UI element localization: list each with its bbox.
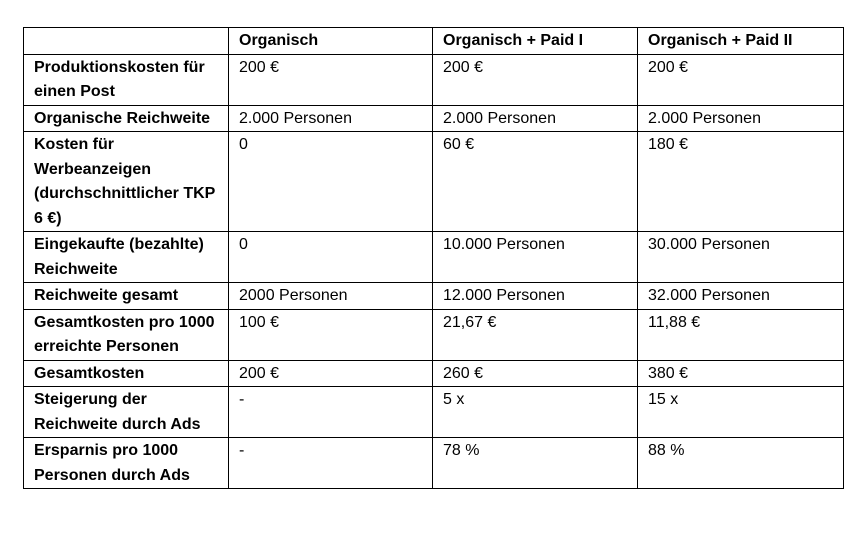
row-label: Reichweite gesamt bbox=[24, 283, 229, 310]
table-cell: 60 € bbox=[433, 132, 638, 232]
table-cell: 30.000 Personen bbox=[638, 232, 844, 283]
table-row bbox=[24, 360, 844, 387]
table-cell: 15 x bbox=[638, 387, 844, 438]
table-cell: 2.000 Personen bbox=[638, 105, 844, 132]
table-cell: 380 € bbox=[638, 360, 844, 387]
table-row bbox=[24, 132, 844, 232]
table-cell: 12.000 Personen bbox=[433, 283, 638, 310]
table-cell: - bbox=[229, 438, 433, 489]
table-cell: 5 x bbox=[433, 387, 638, 438]
header-cell-paid-2: Organisch + Paid II bbox=[638, 28, 844, 55]
table-cell: 0 bbox=[229, 232, 433, 283]
table-row bbox=[24, 232, 844, 283]
row-label: Ersparnis pro 1000 Personen durch Ads bbox=[24, 438, 229, 489]
header-cell-paid-1: Organisch + Paid I bbox=[433, 28, 638, 55]
row-label: Steigerung der Reichweite durch Ads bbox=[24, 387, 229, 438]
table-cell: 200 € bbox=[433, 54, 638, 105]
table-cell: 2000 Personen bbox=[229, 283, 433, 310]
table-cell: 11,88 € bbox=[638, 309, 844, 360]
table-cell: 2.000 Personen bbox=[433, 105, 638, 132]
table-row bbox=[24, 54, 844, 105]
table-cell: 200 € bbox=[229, 54, 433, 105]
table-cell: 200 € bbox=[229, 360, 433, 387]
table-row bbox=[24, 438, 844, 489]
table-cell: 200 € bbox=[638, 54, 844, 105]
comparison-table bbox=[23, 27, 844, 489]
header-cell-empty bbox=[24, 28, 229, 55]
table-row bbox=[24, 309, 844, 360]
row-label: Gesamtkosten bbox=[24, 360, 229, 387]
table-row bbox=[24, 105, 844, 132]
row-label: Gesamtkosten pro 1000 erreichte Personen bbox=[24, 309, 229, 360]
table-row bbox=[24, 387, 844, 438]
table-cell: 100 € bbox=[229, 309, 433, 360]
row-label: Kosten für Werbeanzeigen (durchschnittlicher TKP 6 €) bbox=[24, 132, 229, 232]
table-cell: 180 € bbox=[638, 132, 844, 232]
row-label: Eingekaufte (bezahlte) Reichweite bbox=[24, 232, 229, 283]
table-cell: 0 bbox=[229, 132, 433, 232]
header-cell-organisch: Organisch bbox=[229, 28, 433, 55]
table-cell: 88 % bbox=[638, 438, 844, 489]
table-cell: 78 % bbox=[433, 438, 638, 489]
table-cell: 32.000 Personen bbox=[638, 283, 844, 310]
row-label: Produktionskosten für einen Post bbox=[24, 54, 229, 105]
table-cell: - bbox=[229, 387, 433, 438]
table-row bbox=[24, 283, 844, 310]
table-cell: 21,67 € bbox=[433, 309, 638, 360]
row-label: Organische Reichweite bbox=[24, 105, 229, 132]
table-cell: 10.000 Personen bbox=[433, 232, 638, 283]
table-cell: 260 € bbox=[433, 360, 638, 387]
table-cell: 2.000 Personen bbox=[229, 105, 433, 132]
header-row bbox=[24, 28, 844, 55]
